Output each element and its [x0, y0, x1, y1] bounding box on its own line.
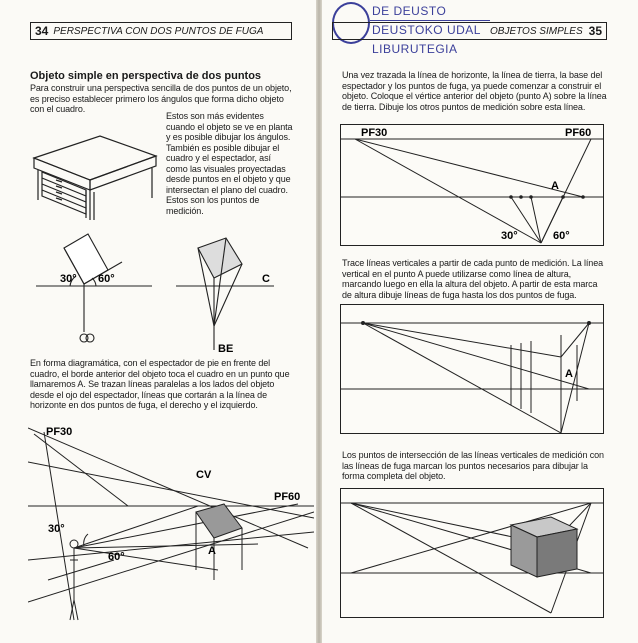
left-page [0, 0, 316, 643]
fig1-a-label: A [551, 180, 559, 192]
perspective-diagram-figure [28, 420, 314, 643]
fig2-a-label: A [565, 368, 573, 380]
cv-label: CV [196, 469, 212, 481]
fig1-pf60-label: PF60 [565, 127, 592, 139]
be-label: BE [218, 343, 234, 355]
fig1-angle-60-label: 60° [553, 230, 570, 242]
section-heading: Objeto simple en perspectiva de dos puntos [30, 70, 262, 82]
right-paragraph-3: Los puntos de intersección de las líneas verticales de medición con las líneas de fuga marcan los puntos necesarios para dibujar la forma completa del objeto. [342, 450, 604, 481]
page-number-right: 35 [588, 24, 602, 38]
intro-paragraph: Para construir una perspectiva sencilla de dos puntos de un objeto, es preciso establecer primero los ángulos que forma dicho objeto con el cuadro. [30, 83, 292, 114]
angle-60-label: 60° [98, 273, 115, 285]
angle-60b-label: 60° [108, 551, 125, 563]
figure-frame-1 [340, 124, 604, 246]
pf60-label: PF60 [274, 491, 301, 503]
fig1-pf30-label: PF30 [361, 127, 388, 139]
diagram-paragraph: En forma diagramática, con el espectador de pie en frente del cuadro, el borde anterior del objeto toca el cuadro en un punto que llamaremos A. Se trazan líneas paralelas a los lados del objeto desde el ojo del espectador, líneas que cortarán a la línea de horizonte en dos puntos de fuga, el derecho y el izquierdo. [30, 358, 290, 410]
running-head-left: PERSPECTIVA CON DOS PUNTOS DE FUGA [53, 25, 264, 37]
table-drawing-figure [30, 128, 158, 223]
right-page [322, 0, 638, 643]
stamp-line-1: DE DEUSTO [372, 4, 447, 18]
running-head-right: OBJETOS SIMPLES [490, 25, 583, 37]
plan-diagrams-figure [30, 228, 295, 356]
stamp-line-3: LIBURUTEGIA [372, 42, 458, 56]
right-paragraph-1: Una vez trazada la línea de horizonte, la línea de tierra, la base del espectador y los puntos de fuga, ya puede comenzar a construir el objeto. Coloque el vértice anterior del objeto (punto A) sobre la línea de tierra. Dibuje los otros puntos de medición sobre esta línea. [342, 70, 607, 112]
c-label: C [262, 273, 270, 285]
right-paragraph-2: Trace líneas verticales a partir de cada punto de medición. La línea vertical en el punto A puede utilizarse como línea de altura, marcando luego en ella la altura del objeto. A partir de esta marca de altura dibuje líneas de fuga hasta los dos puntos de fuga. [342, 258, 604, 300]
figure-frame-2 [340, 304, 604, 434]
figure-frame-3 [340, 488, 604, 618]
fig1-angle-30-label: 30° [501, 230, 518, 242]
stamp-line-2: DEUSTOKO UDAL [372, 23, 481, 37]
pf30-label: PF30 [46, 426, 73, 438]
page-number-left: 34 [35, 24, 49, 38]
running-header-left [30, 22, 292, 40]
angle-30b-label: 30° [48, 523, 65, 535]
angle-30-label: 30° [60, 273, 77, 285]
a-label: A [208, 545, 216, 557]
running-header-right [332, 22, 607, 40]
side-note-paragraph: Estos son más evidentes cuando el objeto se ve en planta y es posible dibujar los ángulos. También es posible dibujar el cuadro y el espectador, así como las visuales proyectadas desde puntos en el objeto y que intersectan el plano del cuadro. Estos son los puntos de medición. [166, 111, 293, 216]
